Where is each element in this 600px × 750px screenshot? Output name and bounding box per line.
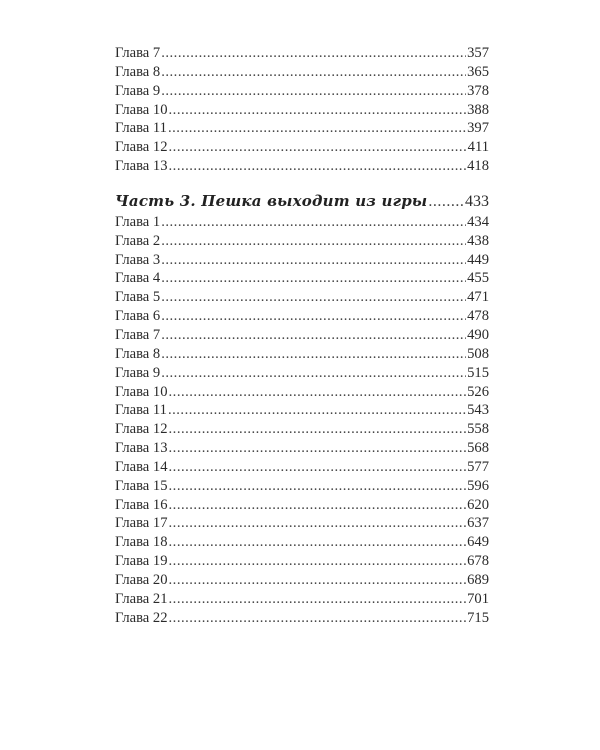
dot-leader — [169, 514, 467, 533]
toc-entry[interactable] — [115, 63, 489, 82]
toc-entry-page: 637 — [467, 515, 489, 532]
toc-entry-label: Глава 16 — [115, 496, 168, 513]
toc-entry[interactable] — [115, 101, 489, 120]
dot-leader — [169, 458, 467, 477]
toc-entry-label: Глава 10 — [115, 383, 168, 400]
toc-entry[interactable] — [115, 552, 489, 571]
dot-leader — [169, 609, 467, 628]
toc-entry[interactable] — [115, 401, 489, 420]
toc-entry-label: Глава 21 — [115, 590, 168, 607]
toc-entry-page: 471 — [467, 289, 489, 306]
dot-leader — [161, 232, 466, 251]
toc-entry-label: Глава 7 — [115, 45, 161, 61]
toc-entry-label: Глава 11 — [115, 120, 167, 137]
dot-leader — [169, 157, 467, 176]
toc-entry[interactable] — [115, 269, 489, 288]
toc-entry-label: Глава 6 — [115, 308, 161, 325]
toc-entry-page: 701 — [467, 590, 489, 607]
toc-entry[interactable] — [115, 420, 489, 439]
toc-entry-label: Глава 5 — [115, 289, 161, 306]
toc-entry-label: Глава 22 — [115, 609, 168, 626]
toc-entry-page: 397 — [467, 120, 489, 137]
toc-entry-page: 515 — [467, 364, 489, 381]
toc-entry[interactable] — [115, 496, 489, 515]
dot-leader — [161, 269, 466, 288]
toc-entry-page: 388 — [467, 101, 489, 118]
dot-leader — [161, 364, 466, 383]
toc-entry-label: Глава 8 — [115, 345, 161, 362]
toc-entry-page: 678 — [467, 553, 489, 570]
toc-entry[interactable] — [115, 458, 489, 477]
dot-leader — [161, 345, 466, 364]
table-of-contents — [115, 44, 489, 627]
toc-entry-page: 620 — [467, 496, 489, 513]
toc-entry-label: Глава 4 — [115, 270, 161, 287]
toc-entry-page: 449 — [467, 251, 489, 268]
toc-entry[interactable] — [115, 307, 489, 326]
toc-entry-label: Глава 9 — [115, 364, 161, 381]
toc-entry[interactable] — [115, 326, 489, 345]
toc-entry-label: Глава 14 — [115, 458, 168, 475]
toc-entry-label: Глава 15 — [115, 477, 168, 494]
toc-entry[interactable] — [115, 119, 489, 138]
toc-entry[interactable] — [115, 232, 489, 251]
toc-entry-label: Глава 7 — [115, 326, 161, 343]
toc-entry-label: Глава 12 — [115, 421, 168, 438]
dot-leader — [428, 190, 464, 213]
dot-leader — [161, 44, 466, 63]
toc-entry[interactable] — [115, 213, 489, 232]
toc-entry[interactable] — [115, 44, 489, 63]
dot-leader — [161, 307, 466, 326]
toc-entry-page: 490 — [467, 326, 489, 343]
dot-leader — [161, 63, 466, 82]
toc-entry-page: 378 — [467, 82, 489, 99]
dot-leader — [161, 213, 466, 232]
toc-entry-page: 558 — [467, 421, 489, 438]
dot-leader — [169, 101, 467, 120]
toc-entry-page: 596 — [467, 477, 489, 494]
toc-entry-page: 365 — [467, 63, 489, 80]
dot-leader — [169, 590, 467, 609]
dot-leader — [168, 401, 466, 420]
toc-entry-page: 568 — [467, 440, 489, 457]
toc-entry[interactable] — [115, 571, 489, 590]
dot-leader — [161, 288, 466, 307]
toc-entry-page: 357 — [467, 45, 489, 61]
toc-entry-label: Глава 13 — [115, 440, 168, 457]
toc-entry[interactable] — [115, 383, 489, 402]
toc-entry-page: 434 — [467, 213, 489, 230]
toc-entry-page: 478 — [467, 308, 489, 325]
toc-entry[interactable] — [115, 82, 489, 101]
dot-leader — [161, 251, 466, 270]
toc-entry-label: Глава 12 — [115, 139, 168, 156]
dot-leader — [169, 439, 467, 458]
dot-leader — [161, 326, 466, 345]
dot-leader — [169, 383, 467, 402]
toc-group-part2-tail — [115, 44, 489, 176]
toc-entry-label: Глава 18 — [115, 534, 168, 551]
dot-leader — [169, 496, 467, 515]
toc-entry[interactable] — [115, 251, 489, 270]
toc-entry-label: Глава 19 — [115, 553, 168, 570]
dot-leader — [169, 138, 467, 157]
toc-entry[interactable] — [115, 364, 489, 383]
dot-leader — [169, 571, 467, 590]
toc-entry-label: Глава 2 — [115, 232, 161, 249]
toc-entry-label: Глава 11 — [115, 402, 167, 419]
toc-entry[interactable] — [115, 157, 489, 176]
toc-entry[interactable] — [115, 533, 489, 552]
toc-entry-label: Глава 13 — [115, 158, 168, 175]
toc-entry[interactable] — [115, 514, 489, 533]
toc-entry[interactable] — [115, 288, 489, 307]
toc-entry-page: 577 — [467, 458, 489, 475]
toc-entry[interactable] — [115, 439, 489, 458]
dot-leader — [169, 533, 467, 552]
toc-entry-page: 715 — [467, 609, 489, 626]
toc-entry-page: 526 — [467, 383, 489, 400]
dot-leader — [168, 119, 466, 138]
toc-entry-page: 543 — [467, 402, 489, 419]
dot-leader — [161, 82, 466, 101]
toc-entry-label: Глава 1 — [115, 213, 161, 230]
part-title: Часть 3. Пешка выходит из игры — [115, 191, 428, 210]
toc-entry-page: 411 — [467, 139, 489, 156]
dot-leader — [169, 477, 467, 496]
toc-entry-page: 438 — [467, 232, 489, 249]
toc-entry-page: 689 — [467, 571, 489, 588]
toc-entry[interactable] — [115, 590, 489, 609]
part-page: 433 — [465, 192, 489, 210]
toc-entry-label: Глава 10 — [115, 101, 168, 118]
toc-part-heading[interactable] — [115, 190, 489, 213]
toc-group-part3 — [115, 190, 489, 628]
toc-entry[interactable] — [115, 138, 489, 157]
toc-entry-label: Глава 9 — [115, 82, 161, 99]
toc-entry-page: 649 — [467, 534, 489, 551]
toc-entry[interactable] — [115, 345, 489, 364]
toc-entry-label: Глава 17 — [115, 515, 168, 532]
dot-leader — [169, 552, 467, 571]
toc-entry-label: Глава 3 — [115, 251, 161, 268]
toc-entry[interactable] — [115, 477, 489, 496]
toc-entry-page: 508 — [467, 345, 489, 362]
toc-entry-label: Глава 20 — [115, 571, 168, 588]
dot-leader — [169, 420, 467, 439]
toc-entry[interactable] — [115, 609, 489, 628]
toc-entry-label: Глава 8 — [115, 63, 161, 80]
toc-entry-page: 455 — [467, 270, 489, 287]
toc-entry-page: 418 — [467, 158, 489, 175]
